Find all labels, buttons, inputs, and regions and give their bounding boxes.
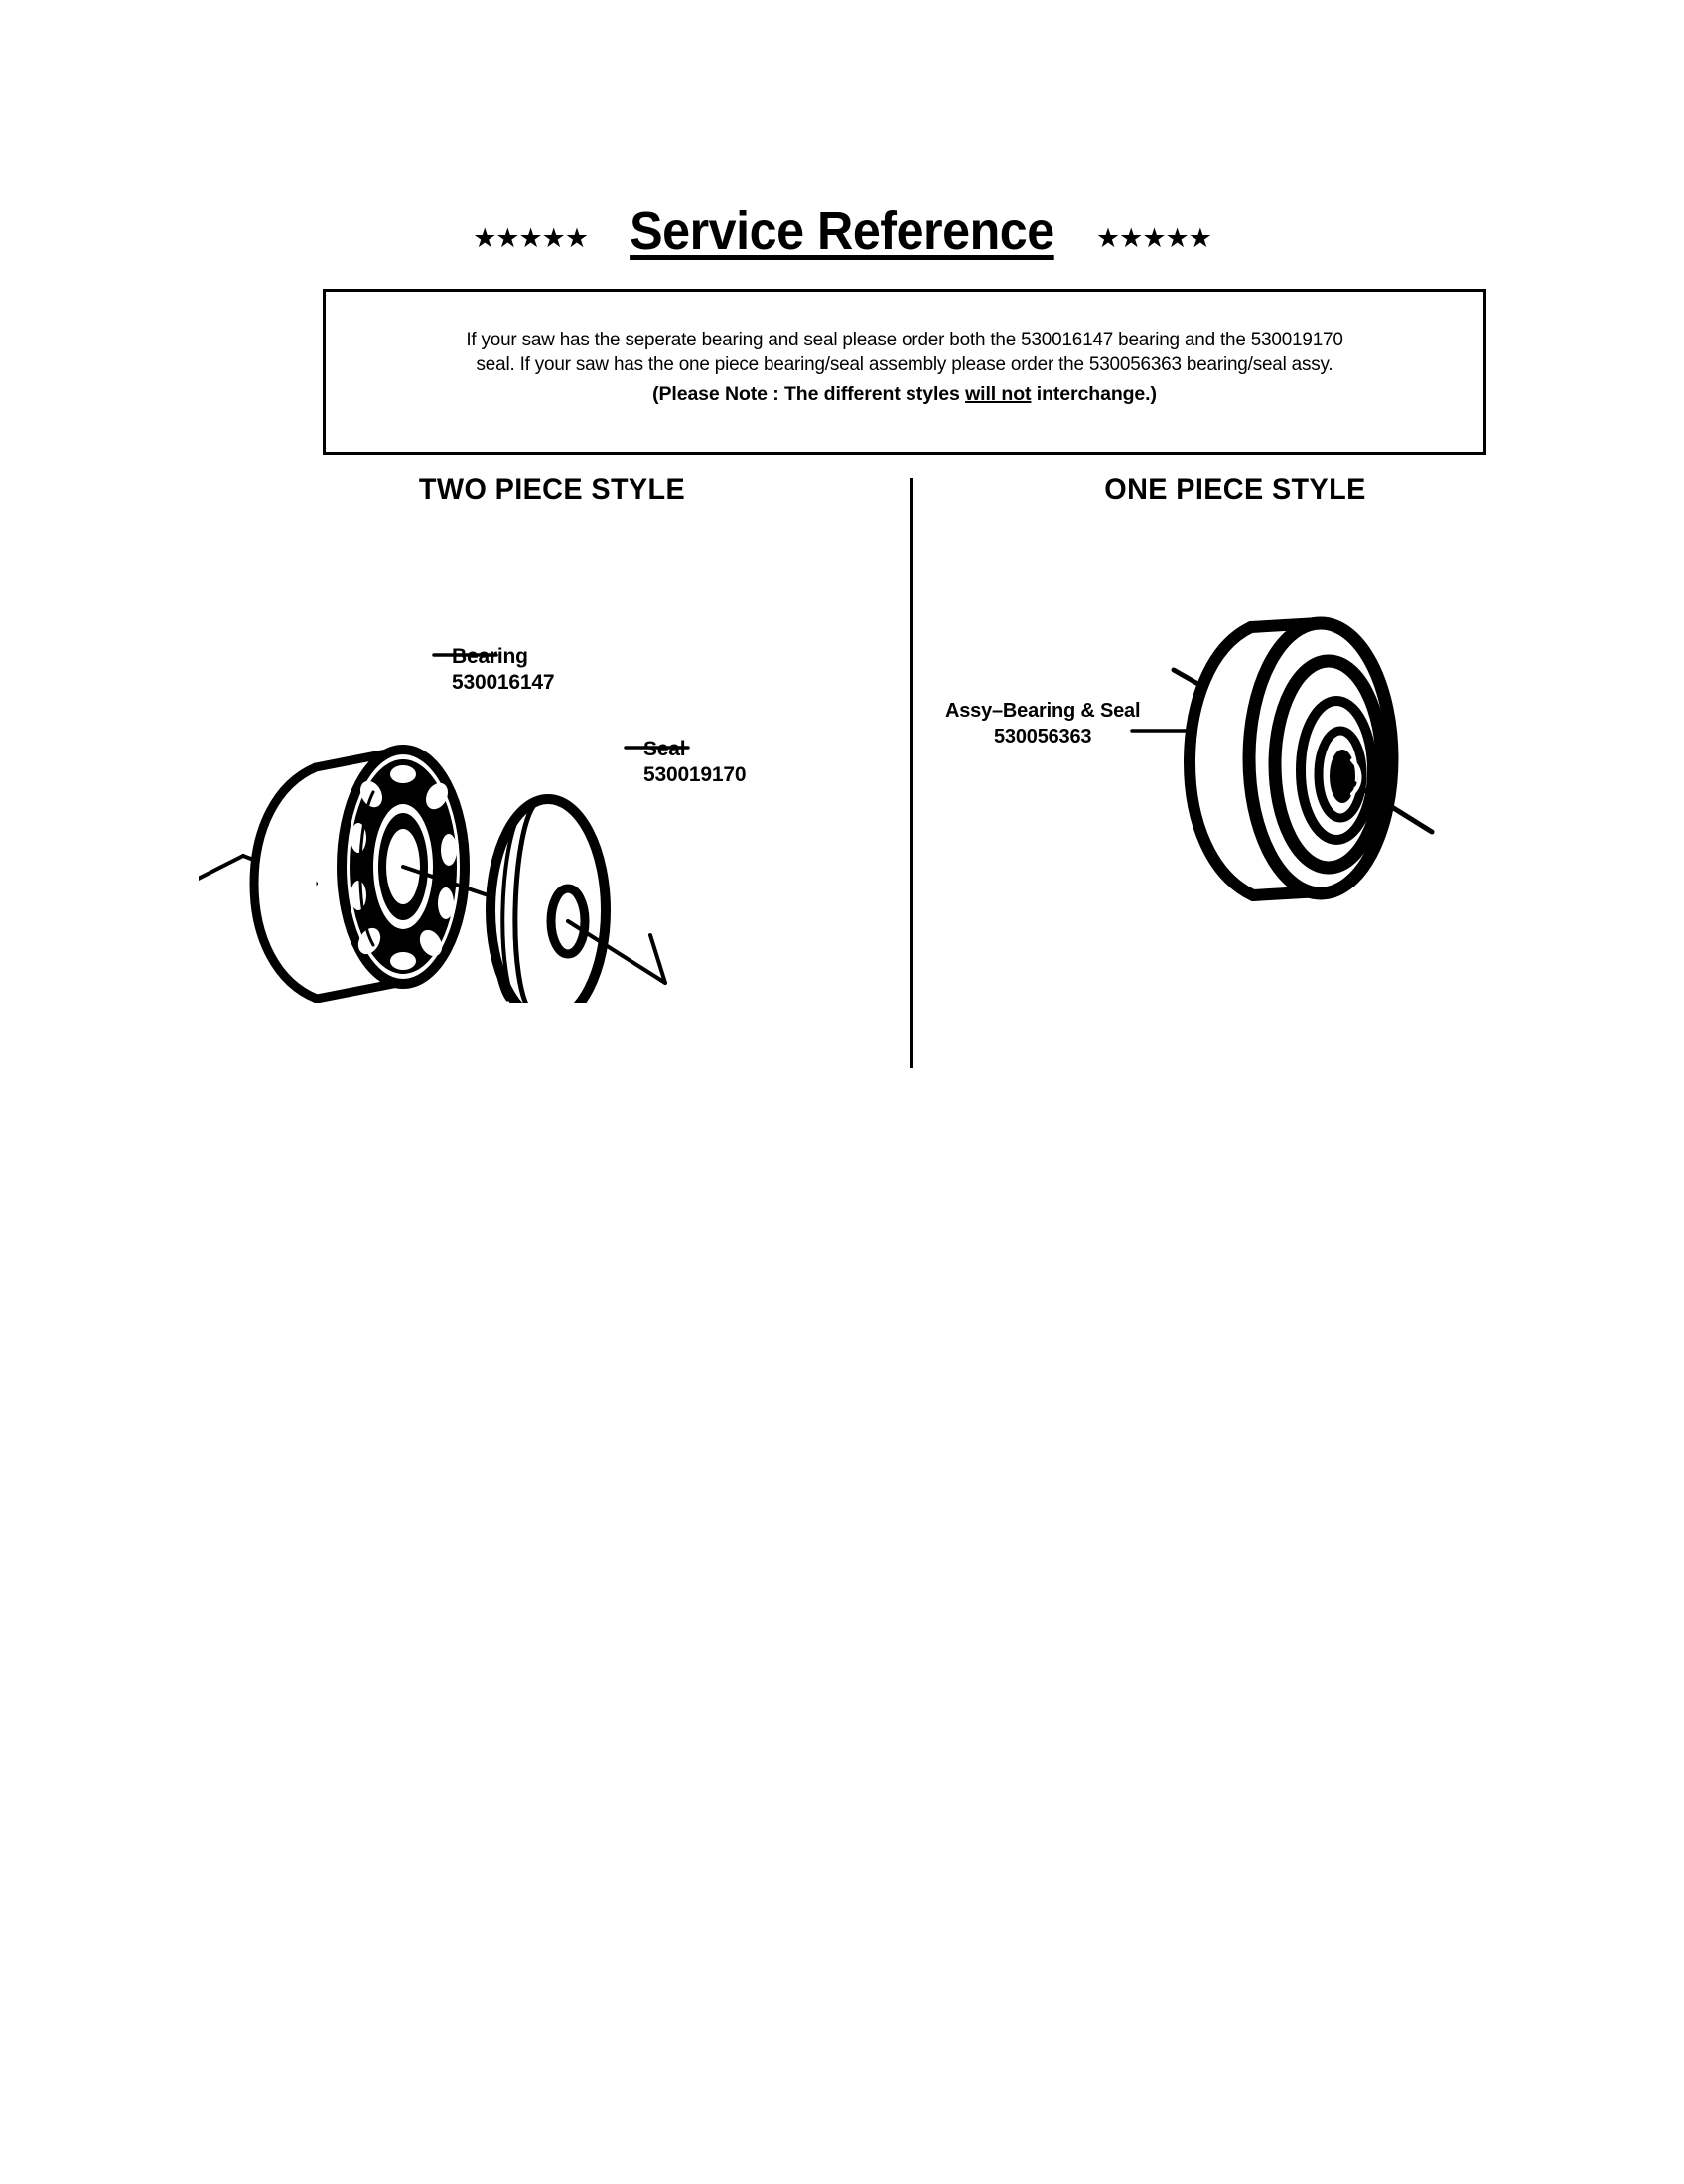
callout-seal <box>643 737 746 788</box>
star-decoration-right: ★★★★★ <box>1095 222 1211 253</box>
column-divider <box>910 478 913 1068</box>
page-title: Service Reference <box>630 202 1054 261</box>
illustration-one-piece-style <box>923 586 1479 923</box>
notice-note-suffix: interchange.) <box>1031 383 1157 405</box>
callout-bearing <box>452 644 554 696</box>
notice-text <box>326 328 1483 407</box>
section-heading-one-piece: ONE PIECE STYLE <box>1104 474 1366 506</box>
section-heading-two-piece: TWO PIECE STYLE <box>418 474 686 506</box>
notice-note-emphasis: will not <box>965 383 1032 405</box>
callout-bearing-name: Bearing <box>452 645 528 668</box>
callout-assembly-name: Assy–Bearing & Seal <box>945 700 1141 722</box>
callout-seal-name: Seal <box>643 738 686 760</box>
notice-please-note <box>326 382 1483 407</box>
notice-note-prefix: (Please Note : The different styles <box>652 383 966 405</box>
notice-line-1: If your saw has the seperate bearing and seal please order both the 530016147 bearing and the 530019170 <box>466 329 1343 350</box>
callout-assembly-part-number: 530056363 <box>994 726 1092 748</box>
callout-bearing-part-number: 530016147 <box>452 671 555 694</box>
notice-box <box>323 289 1486 455</box>
notice-line-2: seal. If your saw has the one piece bearing/seal assembly please order the 530056363 bearing/seal assy. <box>476 353 1333 375</box>
page-title-row <box>0 204 1684 260</box>
callout-seal-part-number: 530019170 <box>643 763 747 786</box>
seal-body <box>491 799 606 1003</box>
callout-assembly <box>945 698 1140 750</box>
star-decoration-left: ★★★★★ <box>473 222 589 253</box>
